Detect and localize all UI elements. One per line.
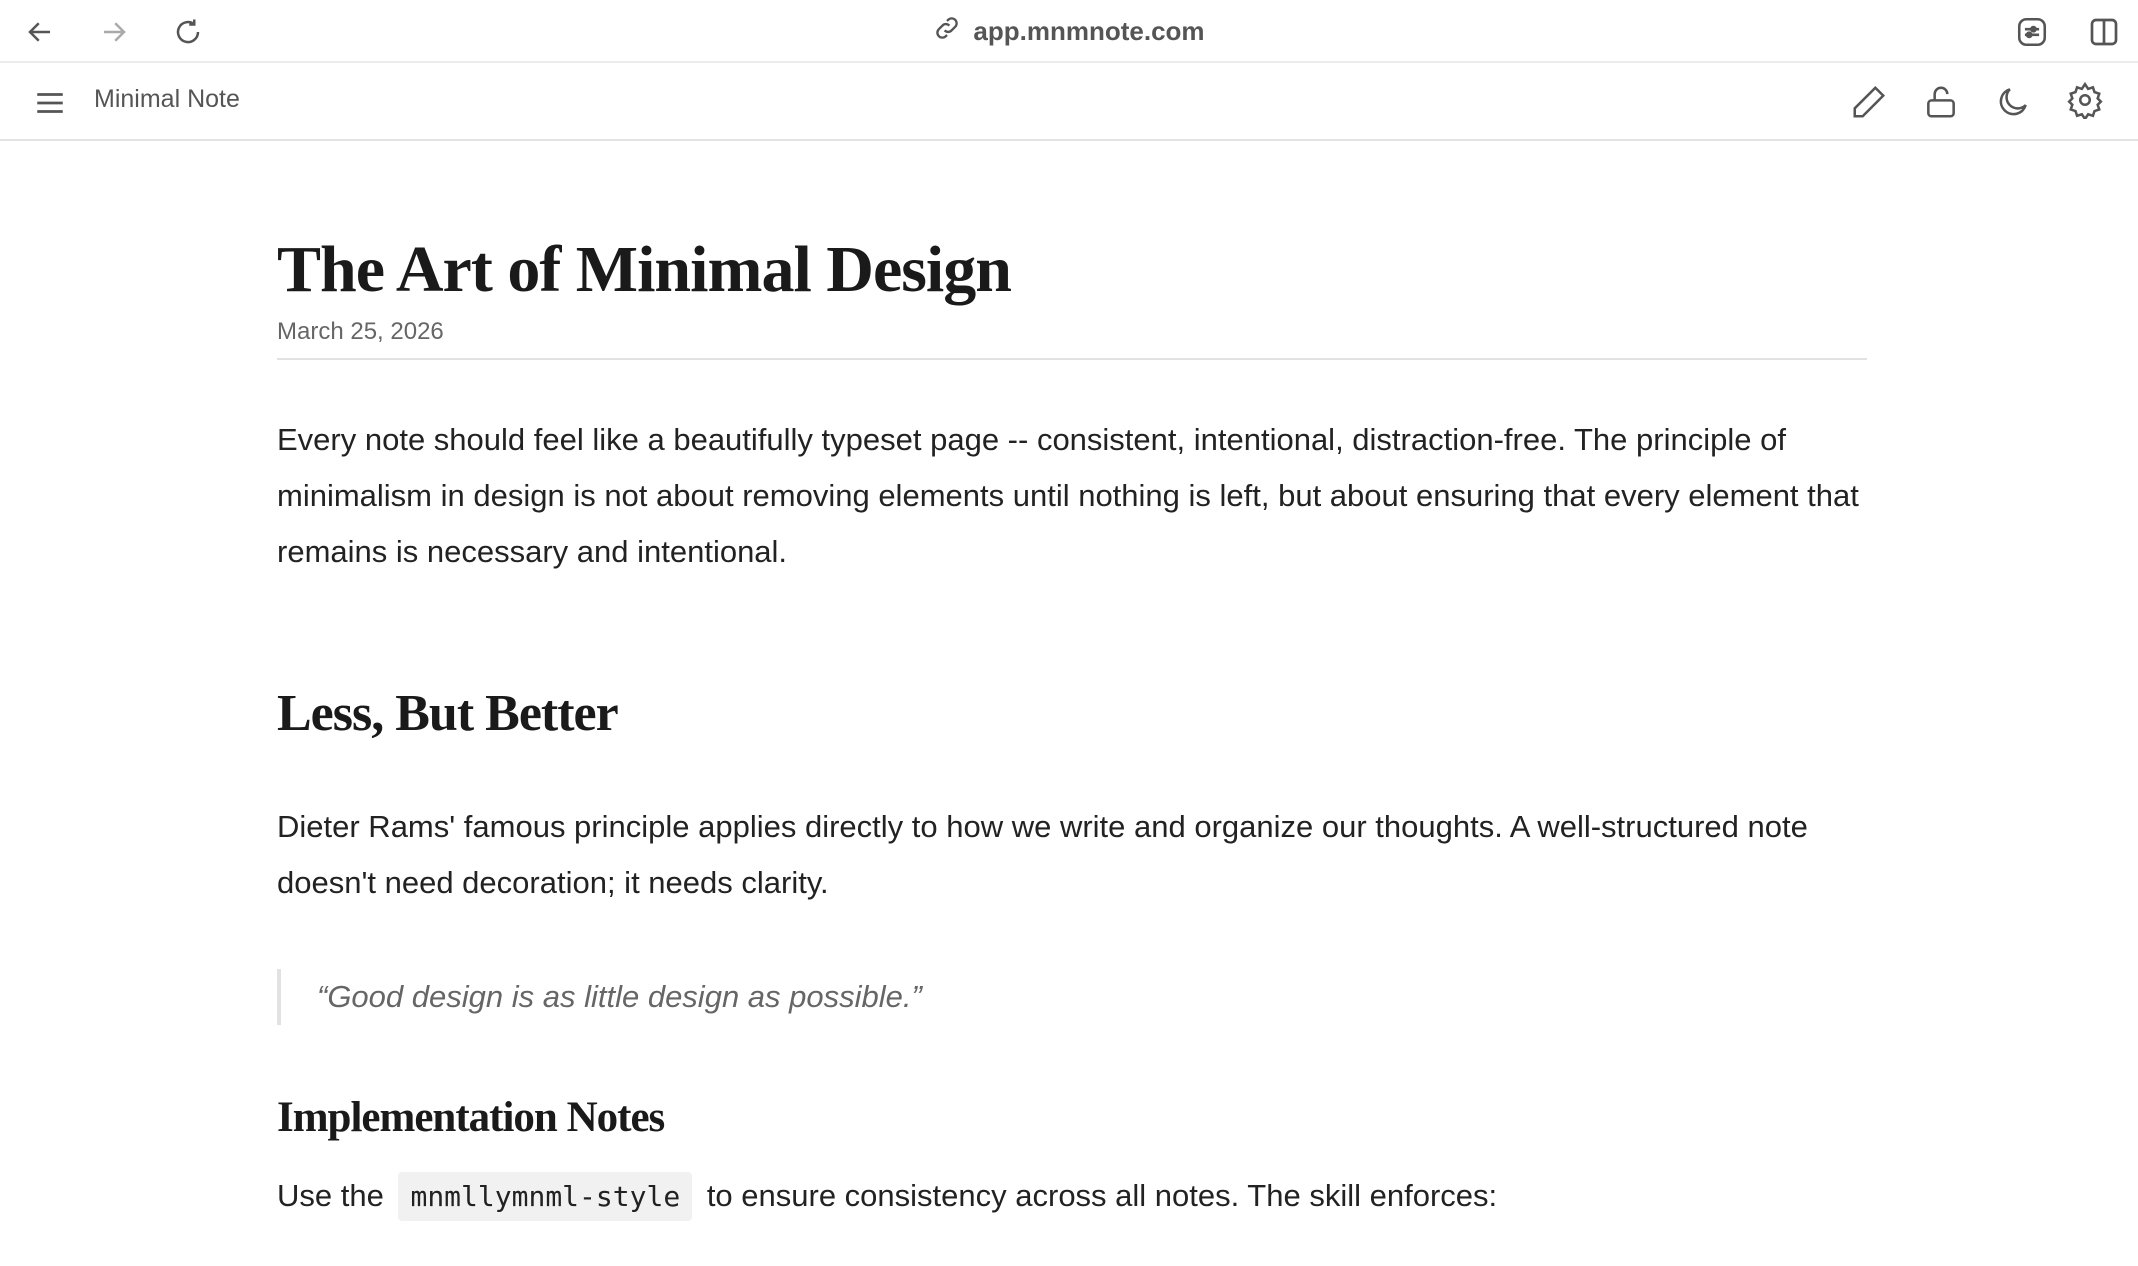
- unlock-icon[interactable]: [1920, 81, 1962, 123]
- url-text: app.mnmnote.com: [973, 16, 1205, 46]
- address-bar[interactable]: [0, 0, 2138, 63]
- settings-gear-icon[interactable]: [2064, 79, 2106, 121]
- paragraph-with-code: [277, 1168, 1867, 1225]
- paragraph: Dieter Rams' famous principle applies directly to how we write and organize our thoughts. A well-structured note doesn't need decoration; it needs clarity.: [277, 809, 1808, 900]
- text: Use the: [277, 1178, 384, 1213]
- note-date: March 25, 2026: [277, 318, 1867, 360]
- link-icon: [933, 14, 961, 49]
- dark-mode-moon-icon[interactable]: [1992, 81, 2034, 123]
- app-header: [0, 63, 2138, 141]
- edit-pencil-icon[interactable]: [1848, 81, 1890, 123]
- browser-toolbar: [0, 0, 2138, 63]
- subsection-heading: Implementation Notes: [277, 1094, 665, 1141]
- note-title: The Art of Minimal Design: [277, 233, 1011, 306]
- menu-icon[interactable]: [30, 83, 70, 123]
- sidebar-toggle-icon[interactable]: [2084, 12, 2124, 52]
- inline-code: mnmllymnml-style: [398, 1172, 692, 1221]
- note-content: [277, 230, 1867, 1225]
- intro-paragraph: Every note should feel like a beautifully typeset page -- consistent, intentional, distraction-free. The principle of minimalism in design is not about removing elements until nothing is left, but about ensuring that every element that remains is necessary and intentional.: [277, 422, 1859, 569]
- app-title: Minimal Note: [94, 85, 240, 113]
- blockquote: “Good design is as little design as possible.”: [277, 969, 1867, 1025]
- text: to ensure consistency across all notes. The skill enforces:: [706, 1178, 1498, 1213]
- extensions-icon[interactable]: [2012, 12, 2052, 52]
- section-heading: Less, But Better: [277, 685, 618, 742]
